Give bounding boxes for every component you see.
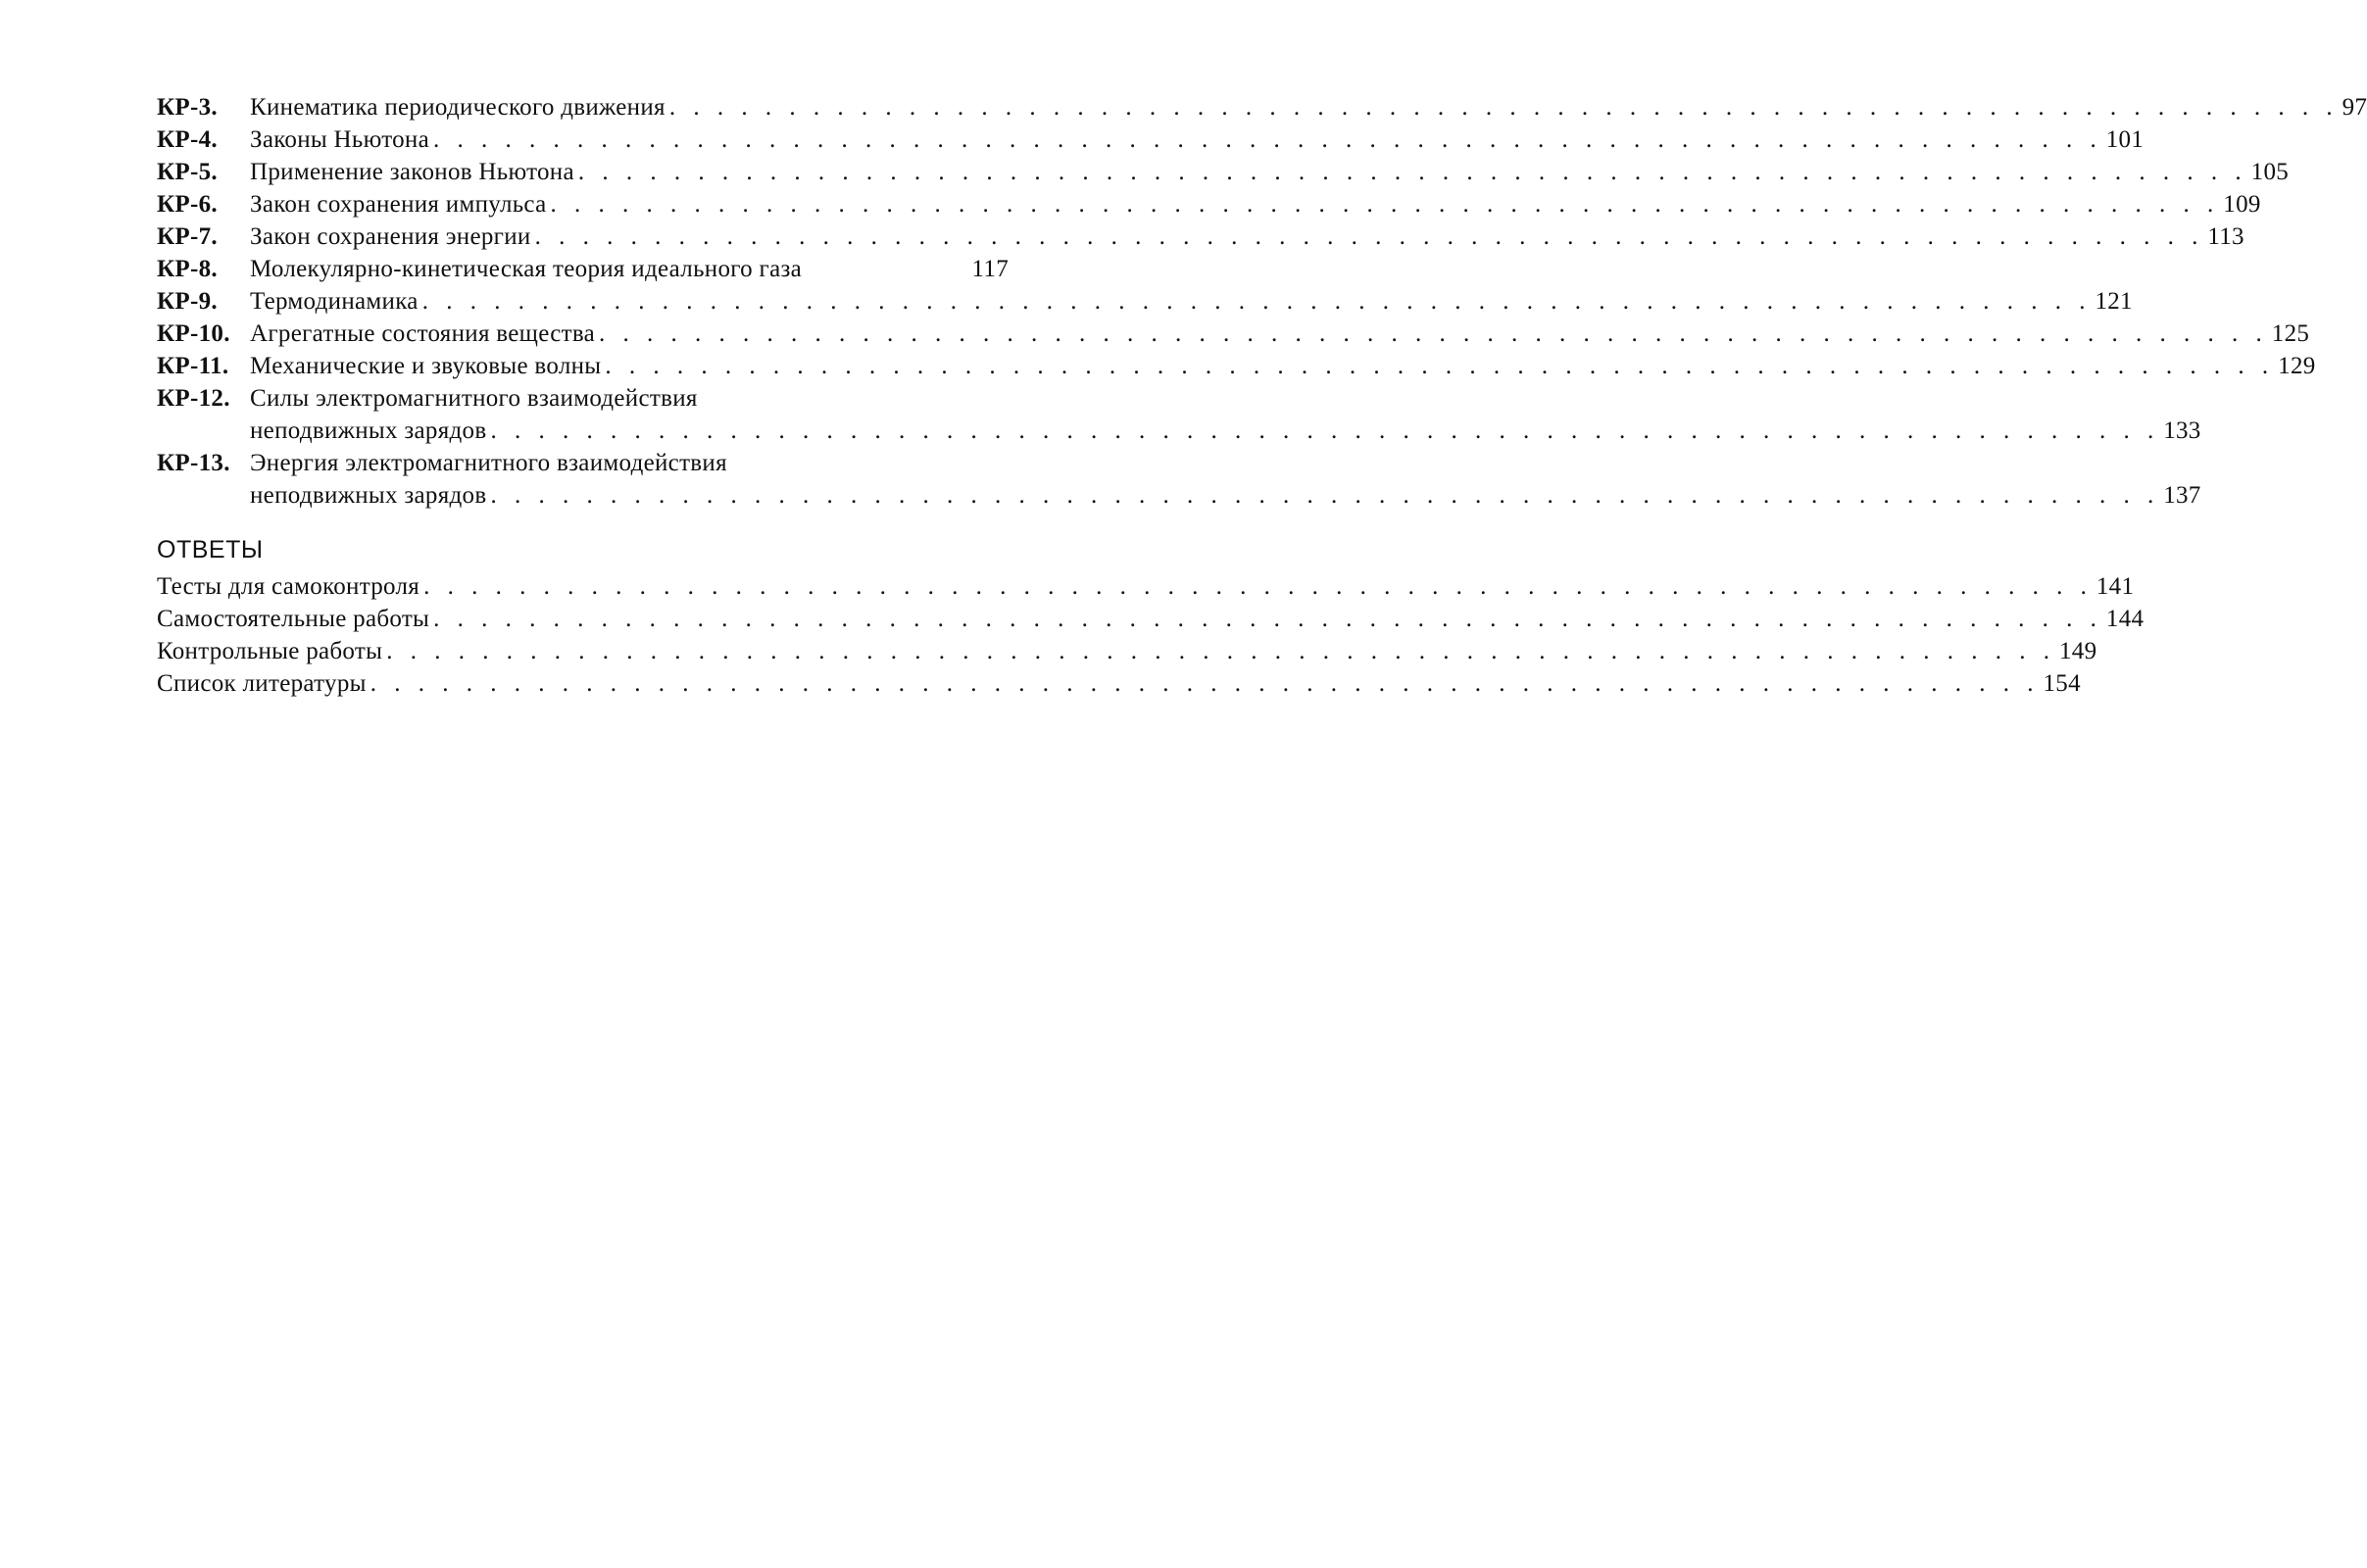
dot-leader: . . . . . . . . . . . . . . . . . . . . . . . . . . . . . . . . . . . . . . . . . . . . . . . . . . . . . . . . . . . . . . . . . . . . . . — [370, 670, 2040, 697]
entry-title: Закон сохранения импульса — [250, 191, 547, 218]
dot-leader: . . . . . . . . . . . . . . . . . . . . . . . . . . . . . . . . . . . . . . . . . . . . . . . . . . . . . . . . . . . . . . . . . . . . . . — [577, 159, 2247, 185]
entry-page-number: 144 — [2105, 606, 2145, 632]
dot-leader: . . . . . . . . . . . . . . . . . . . . . . . . . . . . . . . . . . . . . . . . . . . . . . . . . . . . . . . . . . . . . . . . . . . . . . — [550, 191, 2220, 218]
toc-entry-independent-works[interactable] — [157, 603, 2145, 635]
dot-leader: . . . . . . . . . . . . . . . . . . . . . . . . . . . . . . . . . . . . . . . . . . . . . . . . . . . . . . . . . . . . . . . . . . . . . . — [433, 126, 2102, 153]
toc-entry-control-works[interactable] — [157, 635, 2097, 667]
entry-page-number: 154 — [2043, 670, 2081, 697]
entry-title: Молекулярно-кинетическая теория идеального газа — [250, 256, 803, 282]
entry-page-number: 133 — [2163, 417, 2201, 444]
entry-page-number: 149 — [2058, 638, 2097, 664]
toc-entry-kr6[interactable] — [157, 188, 2261, 220]
dot-leader: . . . . . . . . . . . . . . . . . . . . . . . . . . . . . . . . . . . . . . . . . . . . . . . . . . . . . . . . . . . . . . . . . . . . . . — [534, 223, 2204, 250]
toc-entry-kr5[interactable] — [157, 156, 2290, 188]
entry-title-line2: неподвижных зарядов — [250, 482, 487, 509]
dot-leader: . . . . . . . . . . . . . . . . . . . . . . . . . . . . . . . . . . . . . . . . . . . . . . . . . . . . . . . . . . . . . . . . . . . . . . — [433, 606, 2102, 632]
answers-section-heading: ОТВЕТЫ — [157, 536, 264, 564]
entry-code: КР-6. — [157, 191, 218, 218]
entry-title-line1: Энергия электромагнитного взаимодействия — [250, 450, 727, 476]
toc-entry-self-tests[interactable] — [157, 570, 2135, 603]
entry-page-number: 117 — [971, 256, 1009, 282]
toc-entry-kr10[interactable] — [157, 318, 2310, 350]
entry-title: Механические и звуковые волны — [250, 353, 602, 379]
entry-code: КР-11. — [157, 353, 229, 379]
dot-leader: . . . . . . . . . . . . . . . . . . . . . . . . . . . . . . . . . . . . . . . . . . . . . . . . . . . . . . . . . . . . . . . . . . . . . . — [421, 288, 2092, 315]
entry-code: КР-3. — [157, 94, 218, 121]
entry-title: Агрегатные состояния вещества — [250, 320, 596, 347]
dot-leader: . . . . . . . . . . . . . . . . . . . . . . . . . . . . . . . . . . . . . . . . . . . . . . . . . . . . . . . . . . . . . . . . . . . . . . — [490, 417, 2160, 444]
entry-code: КР-9. — [157, 288, 218, 315]
dot-leader: . . . . . . . . . . . . . . . . . . . . . . . . . . . . . . . . . . . . . . . . . . . . . . . . . . . . . . . . . . . . . . . . . . . . . . — [605, 353, 2275, 379]
entry-page-number: 113 — [2207, 223, 2244, 250]
toc-entry-kr8[interactable] — [157, 253, 1009, 285]
entry-title: Список литературы — [157, 670, 367, 697]
entry-page-number: 129 — [2278, 353, 2316, 379]
toc-entry-kr9[interactable] — [157, 285, 2133, 318]
toc-entry-kr3[interactable] — [157, 91, 2367, 123]
entry-title: Закон сохранения энергии — [250, 223, 531, 250]
toc-entry-kr7[interactable] — [157, 220, 2244, 253]
toc-entry-kr11[interactable] — [157, 350, 2316, 382]
entry-code: КР-7. — [157, 223, 218, 250]
entry-title: Термодинамика — [250, 288, 419, 315]
dot-leader: . . . . . . . . . . . . . . . . . . . . . . . . . . . . . . . . . . . . . . . . . . . . . . . . . . . . . . . . . . . . . . . . . . . . . . — [386, 638, 2055, 664]
entry-title: Контрольные работы — [157, 638, 383, 664]
entry-page-number: 97 — [2342, 94, 2367, 121]
entry-title-line1: Силы электромагнитного взаимодействия — [250, 385, 698, 412]
entry-page-number: 141 — [2096, 573, 2135, 600]
toc-entry-kr12[interactable] — [157, 382, 2201, 447]
entry-page-number: 101 — [2105, 126, 2145, 153]
toc-entry-kr13[interactable] — [157, 447, 2201, 512]
table-of-contents — [157, 91, 2367, 700]
entry-page-number: 125 — [2271, 320, 2310, 347]
entry-code: КР-12. — [157, 385, 230, 412]
entry-title: Тесты для самоконтроля — [157, 573, 420, 600]
dot-leader: . . . . . . . . . . . . . . . . . . . . . . . . . . . . . . . . . . . . . . . . . . . . . . . . . . . . . . . . . . . . . . . . . . . . . . — [490, 482, 2160, 509]
dot-leader: . . . . . . . . . . . . . . . . . . . . . . . . . . . . . . . . . . . . . . . . . . . . . . . . . . . . . . . . . . . . . . . . . . . . . . — [599, 320, 2268, 347]
entry-page-number: 121 — [2095, 288, 2133, 315]
entry-title: Законы Ньютона — [250, 126, 429, 153]
entry-title: Кинематика периодического движения — [250, 94, 666, 121]
entry-page-number: 109 — [2223, 191, 2261, 218]
toc-entry-kr4[interactable] — [157, 123, 2145, 156]
toc-entry-bibliography[interactable] — [157, 667, 2081, 700]
entry-title: Применение законов Ньютона — [250, 159, 574, 185]
dot-leader: . . . . . . . . . . . . . . . . . . . . . . . . . . . . . . . . . . . . . . . . . . . . . . . . . . . . . . . . . . . . . . . . . . . . . . — [668, 94, 2339, 121]
entry-code: КР-4. — [157, 126, 218, 153]
entry-code: КР-10. — [157, 320, 230, 347]
entry-title-line2: неподвижных зарядов — [250, 417, 487, 444]
entry-page-number: 105 — [2250, 159, 2290, 185]
entry-code: КР-8. — [157, 256, 218, 282]
entry-page-number: 137 — [2163, 482, 2201, 509]
entry-code: КР-5. — [157, 159, 218, 185]
dot-leader: . . . . . . . . . . . . . . . . . . . . . . . . . . . . . . . . . . . . . . . . . . . . . . . . . . . . . . . . . . . . . . . . . . . . . . — [423, 573, 2093, 600]
entry-code: КР-13. — [157, 450, 230, 476]
entry-title: Самостоятельные работы — [157, 606, 430, 632]
